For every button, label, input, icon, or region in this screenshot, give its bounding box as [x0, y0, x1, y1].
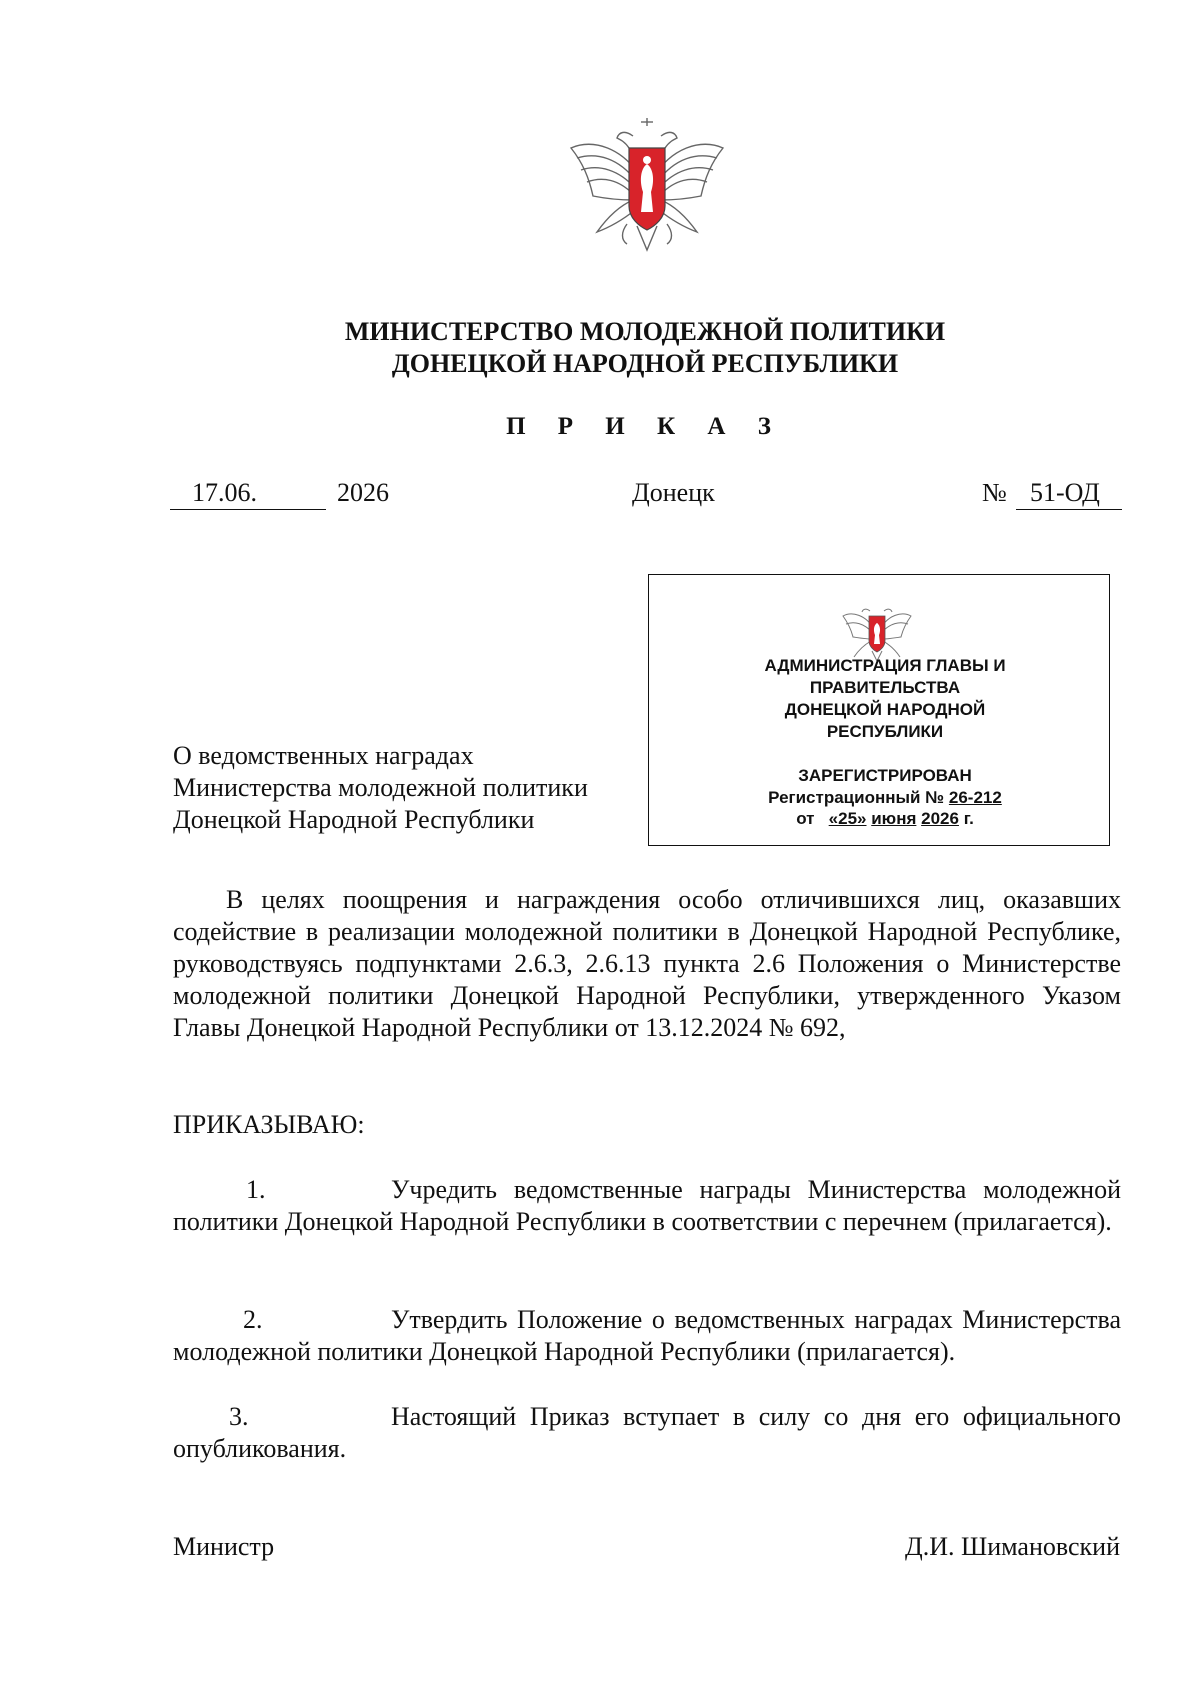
- signatory-title: Министр: [173, 1532, 275, 1561]
- order-item-text: Учредить ведомственные награды Министерства молодежной политики Донецкой Народной Республики в соответствии с перечнем (прилагается).: [173, 1175, 1121, 1236]
- stamp-registration-label: Регистрационный №: [768, 788, 945, 807]
- order-item-number: 3.: [229, 1402, 249, 1431]
- order-date-year: 2026: [337, 478, 389, 507]
- signatory-name: Д.И. Шимановский: [904, 1532, 1120, 1561]
- stamp-date-year: 2026: [921, 809, 959, 828]
- stamp-date-month: июня: [871, 809, 917, 828]
- order-number-sign: №: [982, 478, 1007, 507]
- order-number: 51-ОД: [1016, 477, 1122, 510]
- order-item: [173, 1174, 1121, 1238]
- order-subject-line3: Донецкой Народной Республики: [173, 805, 535, 834]
- stamp-date-suffix: г.: [963, 809, 974, 828]
- registration-stamp: [648, 574, 1110, 846]
- order-directive-word: ПРИКАЗЫВАЮ:: [173, 1110, 365, 1139]
- order-subject-line1: О ведомственных наградах: [173, 741, 474, 770]
- stamp-date-prefix: от: [796, 809, 815, 828]
- stamp-org-line1: АДМИНИСТРАЦИЯ ГЛАВЫ И: [764, 656, 1006, 675]
- order-city: Донецк: [632, 478, 715, 507]
- order-item: [173, 1304, 1121, 1368]
- order-item-text: Утвердить Положение о ведомственных наградах Министерства молодежной политики Донецкой Народной Республики (прилагается).: [173, 1305, 1121, 1366]
- order-subject: [173, 740, 588, 836]
- stamp-registration-number: 26-212: [948, 788, 1002, 807]
- stamp-coat-of-arms-icon: [840, 599, 914, 663]
- document-type-heading: П Р И К А З: [506, 413, 784, 440]
- order-item: [173, 1401, 1121, 1465]
- ministry-name-line2: ДОНЕЦКОЙ НАРОДНОЙ РЕСПУБЛИКИ: [391, 349, 899, 378]
- stamp-org-line3: ДОНЕЦКОЙ НАРОДНОЙ: [784, 700, 986, 719]
- stamp-date-day: «25»: [828, 809, 867, 828]
- order-item-text: Настоящий Приказ вступает в силу со дня его официального опубликования.: [173, 1402, 1121, 1463]
- stamp-registered-label: ЗАРЕГИСТРИРОВАН: [798, 766, 972, 785]
- coat-of-arms-emblem: [563, 108, 731, 256]
- order-item-number: 1.: [246, 1175, 266, 1204]
- order-date-day-month: 17.06.: [170, 477, 326, 510]
- stamp-registration-number-line: [709, 787, 1061, 809]
- order-subject-line2: Министерства молодежной политики: [173, 773, 588, 802]
- ministry-name-line1: МИНИСТЕРСТВО МОЛОДЕЖНОЙ ПОЛИТИКИ: [344, 317, 946, 346]
- order-preamble: В целях поощрения и награждения особо отличившихся лиц, оказавших содействие в реализации молодежной политики в Донецкой Народной Республике, руководствуясь подпунктами 2.6.3, 2.6.13 пункта 2.6 Положения о Министерстве молодежной политики Донецкой Народной Республики, утвержденного Указом Главы Донецкой Народной Республики от 13.12.2024 № 692,: [173, 885, 1121, 1042]
- stamp-organization: [709, 655, 1061, 743]
- stamp-org-line4: РЕСПУБЛИКИ: [826, 722, 944, 741]
- stamp-date-line: [709, 808, 1061, 830]
- order-item-number: 2.: [243, 1305, 263, 1334]
- stamp-org-line2: ПРАВИТЕЛЬСТВА: [809, 678, 961, 697]
